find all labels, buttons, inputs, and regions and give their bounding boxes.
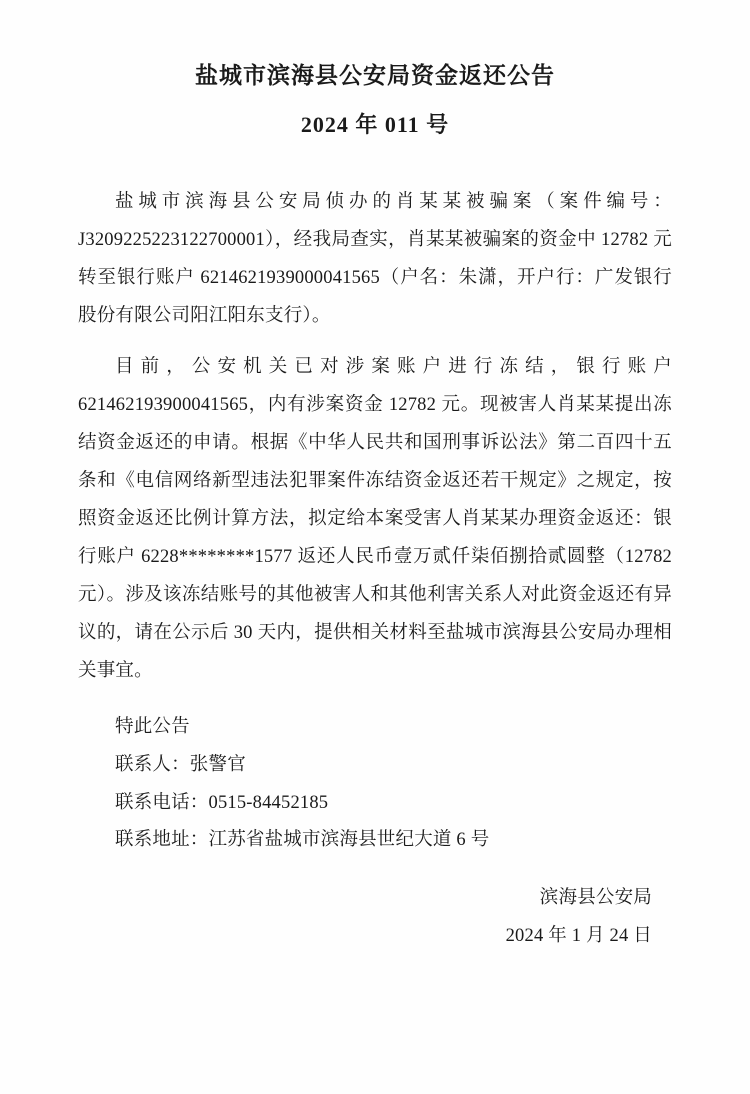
document-body — [78, 184, 672, 691]
closing-notice: 特此公告 — [115, 716, 190, 737]
page-title: 盐城市滨海县公安局资金返还公告 — [195, 63, 555, 88]
document-number: 2024 年 011 号 — [300, 111, 450, 137]
issue-date: 2024 年 1 月 24 日 — [505, 926, 652, 947]
paragraph-return-decision: 目前，公安机关已对涉案账户进行冻结，银行账户 621462193900041565，内有涉案资金 12782 元。现被害人肖某某提出冻结资金返还的申请。根据《中华人民共和国刑事诉讼法》第二百四十五条和《电信网络新型违法犯罪案件冻结资金返还若干规定》之规定，按照资金返还比例计算方法，拟定给本案受害人肖某某办理资金返还：银行账户 6228********1577 返还人民币壹万贰仟柒佰捌拾贰圆整（12782 元）。涉及该冻结账号的其他被害人和其他利害关系人对此资金返还有异议的，请在公示后 30 天内，提供相关材料至盐城市滨海县公安局办理相关事宜。 — [78, 357, 672, 681]
contact-address: 联系地址：江苏省盐城市滨海县世纪大道 6 号 — [115, 830, 490, 851]
issuing-organization: 滨海县公安局 — [539, 888, 652, 909]
contact-phone: 联系电话：0515-84452185 — [115, 792, 329, 813]
contact-person: 联系人：张警官 — [115, 754, 246, 775]
paragraph-case-details: 盐城市滨海县公安局侦办的肖某某被骗案（案件编号：J3209225223122700001），经我局查实，肖某某被骗案的资金中 12782 元转至银行账户 6214621939000041565（户名：朱潇，开户行：广发银行股份有限公司阳江阳东支行）。 — [78, 191, 672, 326]
closing-block — [78, 709, 672, 861]
signature-block — [78, 880, 672, 956]
